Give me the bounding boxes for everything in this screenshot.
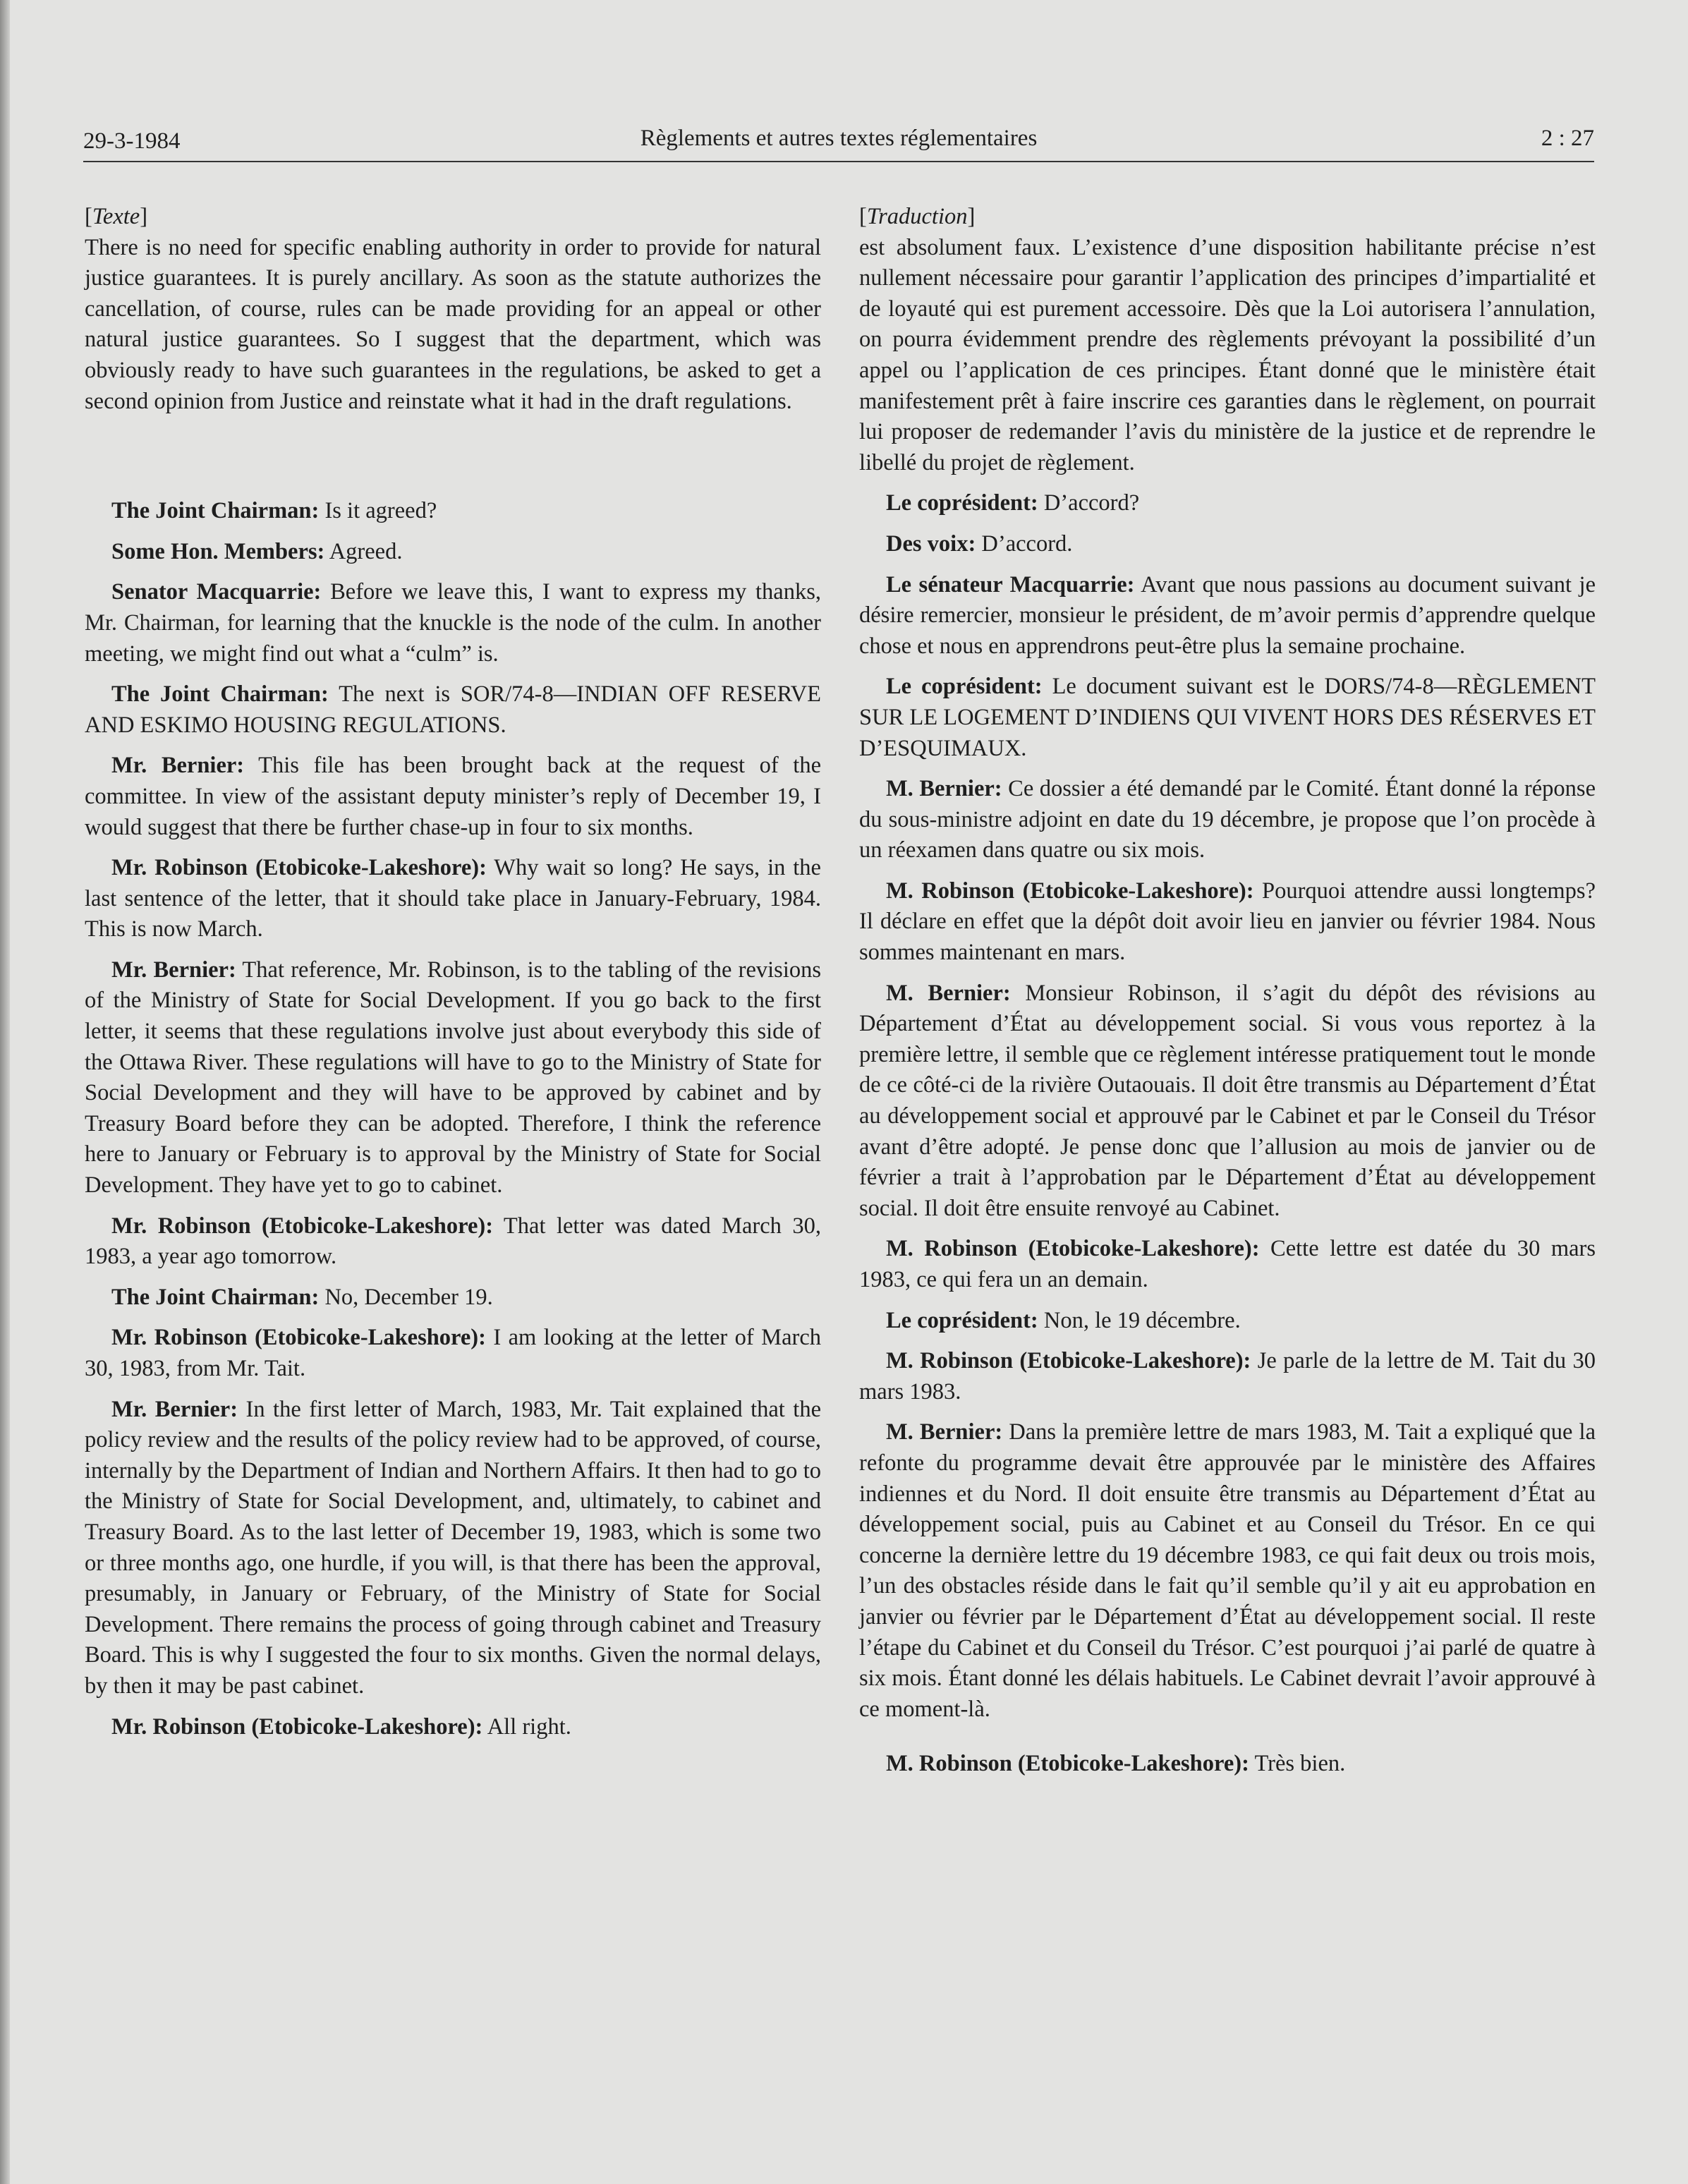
speech-text: Je parle de la lettre de M. Tait du 30 mars 1983. xyxy=(859,1348,1596,1405)
speaker-name: Mr. Bernier: xyxy=(111,753,245,779)
speaker-name: Le coprésident: xyxy=(886,1307,1038,1333)
speech-paragraph xyxy=(859,1346,1596,1407)
speech-text: Non, le 19 décembre. xyxy=(1038,1307,1241,1333)
speaker-name: M. Bernier: xyxy=(886,1419,1003,1445)
speech-text: This file has been brought back at the request of the committee. In view of the assistant deputy minister’s reply of December 19, I would suggest that there be further chase-up in four to six months. xyxy=(85,753,821,840)
speech-text: Ce dossier a été demandé par le Comité. Étant donné la réponse du sous-ministre adjoint en date du 19 décembre, je propose que l’on procède à un réexamen dans quatre ou six mois. xyxy=(859,776,1596,863)
speaker-name: Le coprésident: xyxy=(886,674,1043,700)
speech-paragraph xyxy=(85,1282,821,1314)
speech-text: Why wait so long? He says, in the last sentence of the letter, that it should take place in January-February, 1984. This is now March. xyxy=(85,855,821,942)
english-column xyxy=(85,202,821,2064)
speech-text: Before we leave this, I want to express my thanks, Mr. Chairman, for learning that the knuckle is the node of the culm. In another meeting, we might find out what a “culm” is. xyxy=(85,579,821,667)
speech-paragraph xyxy=(859,488,1596,519)
speaker-name: The Joint Chairman: xyxy=(111,498,320,524)
speaker-name: Le sénateur Macquarrie: xyxy=(886,571,1135,597)
header-date: 29-3-1984 xyxy=(83,128,181,154)
speech-paragraph xyxy=(859,774,1596,866)
speech-paragraph xyxy=(859,1749,1596,1780)
speech-text: D’accord? xyxy=(1038,490,1140,516)
speech-text: Avant que nous passions au document suivant je désire remercier, monsieur le président, de m’avoir permis d’apprendre quelque chose et nous en apprendrons peut-être plus la semaine prochaine. xyxy=(859,571,1596,659)
speech-paragraph xyxy=(85,1323,821,1384)
speech-text: Le document suivant est le DORS/74-8—RÈGLEMENT SUR LE LOGEMENT D’INDIENS QUI VIVENT HORS DES RÉSERVES ET D’ESQUIMAUX. xyxy=(859,674,1596,761)
speaker-name: Mr. Robinson (Etobicoke-Lakeshore): xyxy=(111,1325,486,1351)
speech-text: All right. xyxy=(482,1713,571,1740)
speech-paragraph xyxy=(85,679,821,741)
speech-paragraph xyxy=(859,570,1596,662)
speaker-name: M. Robinson (Etobicoke-Lakeshore): xyxy=(886,1348,1251,1374)
speech-paragraph xyxy=(85,577,821,669)
speech-paragraph xyxy=(859,978,1596,1225)
speech-text: In the first letter of March, 1983, Mr. Tait explained that the policy review and the results of the policy review had to be approved, of course, internally by the Department of Indian and Northern Affairs. It then had to go to the Ministry of State for Social Development, and, ultimately, to cabinet and Treasury Board. As to the last letter of December 19, 1983, which is some two or three months ago, one hurdle, if you will, is that there has been the approval, presumably, in January or February, of the Ministry of State for Social Development. There remains the process of going through cabinet and Treasury Board. This is why I suggested the four to six months. Given the normal delays, by then it may be past cabinet. xyxy=(85,1396,822,1699)
speech-text: Cette lettre est datée du 30 mars 1983, ce qui fera un an demain. xyxy=(859,1236,1596,1292)
speaker-name: Mr. Robinson (Etobicoke-Lakeshore): xyxy=(111,855,487,881)
speech-paragraph xyxy=(859,1417,1596,1725)
speech-paragraph xyxy=(85,496,821,527)
speech-paragraph xyxy=(859,876,1596,969)
speaker-name: Mr. Bernier: xyxy=(111,957,236,983)
section-label: [Traduction] xyxy=(859,204,976,229)
speech-paragraph xyxy=(859,529,1596,560)
speaker-name: M. Robinson (Etobicoke-Lakeshore): xyxy=(886,1236,1260,1262)
french-column xyxy=(859,202,1596,2064)
speech-paragraph xyxy=(85,537,821,568)
speaker-name: M. Robinson (Etobicoke-Lakeshore): xyxy=(886,1751,1249,1777)
speech-text: D’accord. xyxy=(976,530,1073,557)
speaker-name: Mr. Robinson (Etobicoke-Lakeshore): xyxy=(111,1713,483,1740)
speech-text: Agreed. xyxy=(324,538,403,564)
speech-text: Is it agreed? xyxy=(319,498,437,524)
speech-paragraph xyxy=(85,751,821,843)
speech-text: Dans la première lettre de mars 1983, M. Tait a expliqué que la refonte du programme devait être approuvée par le ministère des Affaires indiennes et du Nord. Il doit ensuite être transmis au Département d’État au développement social, puis au Cabinet et au Conseil du Trésor. En ce qui concerne la dernière lettre du 19 décembre 1983, ce qui fait deux ou trois mois, l’un des obstacles réside dans le fait qu’il semble qu’il y ait eu approbation en janvier ou février par le Département d’État au développement social. Il reste l’étape du Cabinet et du Conseil du Trésor. C’est pourquoi j’ai parlé de quatre à six mois. Étant donné les délais habituels. Le Cabinet devrait l’avoir approuvé à ce moment-là. xyxy=(859,1419,1596,1722)
speaker-name: Mr. Bernier: xyxy=(111,1396,238,1422)
speaker-name: M. Bernier: xyxy=(886,980,1011,1006)
speech-text: I am looking at the letter of March 30, 1983, from Mr. Tait. xyxy=(85,1325,821,1381)
intro-paragraph: est absolument faux. L’existence d’une disposition habilitante précise n’est nullement nécessaire pour garantir l’application des principes d’impartialité et de loyauté qui est purement accessoire. Dès que la Loi autorisera l’annulation, on pourra évidemment prendre des règlements prévoyant la possibilité d’un appel ou l’application de ces principes. Étant donné que le ministère était manifestement prêt à faire inscrire ces garanties dans le règlement, on pourrait lui proposer de redemander l’avis du ministère de la justice et de reprendre le libellé du projet de règlement. xyxy=(859,234,1596,475)
speech-paragraph xyxy=(85,853,821,945)
page-binding-edge xyxy=(0,0,10,2184)
intro-paragraph: There is no need for specific enabling authority in order to provide for natural justice guarantees. It is purely ancillary. As soon as the statute authorizes the cancellation, of course, rules can be made providing for an appeal or other natural justice guarantees. So I suggest that the department, which was obviously ready to have such guarantees in the regulations, be asked to get a second opinion from Justice and reinstate what it had in the draft regulations. xyxy=(85,234,821,414)
speaker-name: M. Bernier: xyxy=(886,776,1002,802)
speech-paragraph xyxy=(85,1211,821,1273)
speech-paragraph xyxy=(859,1306,1596,1337)
speech-paragraph xyxy=(859,672,1596,764)
speaker-name: The Joint Chairman: xyxy=(111,681,329,708)
speech-text: That reference, Mr. Robinson, is to the tabling of the revisions of the Ministry of State for Social Development. If you go back to the first letter, it seems that these regulations involve just about everybody this side of the Ottawa River. These regulations will have to go to the Ministry of State for Social Development and they will have to be approved by cabinet and by Treasury Board before they can be adopted. Therefore, I think the reference here to January or February is to approval by the Ministry of State for Social Development. They have yet to go to cabinet. xyxy=(85,957,822,1199)
speech-paragraph xyxy=(859,1234,1596,1295)
speaker-name: Some Hon. Members: xyxy=(111,538,325,564)
speech-text: Pourquoi attendre aussi longtemps? Il déclare en effet que la dépôt doit avoir lieu en janvier ou février 1984. Nous sommes maintenant en mars. xyxy=(859,878,1596,966)
running-header xyxy=(83,121,1594,158)
speech-paragraph xyxy=(85,1712,821,1743)
speech-text: No, December 19. xyxy=(319,1284,493,1310)
speaker-name: Le coprésident: xyxy=(886,490,1038,516)
header-page-number: 2 : 27 xyxy=(1541,126,1594,151)
speech-text: The next is SOR/74-8—INDIAN OFF RESERVE AND ESKIMO HOUSING REGULATIONS. xyxy=(85,681,822,738)
speaker-name: Mr. Robinson (Etobicoke-Lakeshore): xyxy=(111,1213,494,1239)
speaker-name: The Joint Chairman: xyxy=(111,1284,320,1310)
speech-text: Monsieur Robinson, il s’agit du dépôt des révisions au Département d’État au développement social. Si vous vous reportez à la première lettre, il semble que ce règlement intéresse pratiquement tout le monde de ce côté-ci de la rivière Outaouais. Il doit être transmis au Département d’État au développement social et approuvé par le Cabinet et par le Conseil du Trésor avant d’être adopté. Je pense donc que l’allusion au mois de janvier ou de février a trait à l’approbation par le Département d’État au développement social. Il doit être ensuite renvoyé au Cabinet. xyxy=(859,980,1596,1221)
speaker-name: Des voix: xyxy=(886,530,976,557)
header-title: Règlements et autres textes réglementaires xyxy=(640,126,1038,151)
header-rule xyxy=(83,161,1594,162)
speech-paragraph xyxy=(85,955,821,1201)
speech-text: Très bien. xyxy=(1249,1751,1346,1777)
section-label: [Texte] xyxy=(85,204,148,229)
speaker-name: Senator Macquarrie: xyxy=(111,579,322,605)
speech-paragraph xyxy=(85,1395,821,1702)
speech-text: That letter was dated March 30, 1983, a year ago tomorrow. xyxy=(85,1213,821,1270)
speaker-name: M. Robinson (Etobicoke-Lakeshore): xyxy=(886,878,1254,904)
